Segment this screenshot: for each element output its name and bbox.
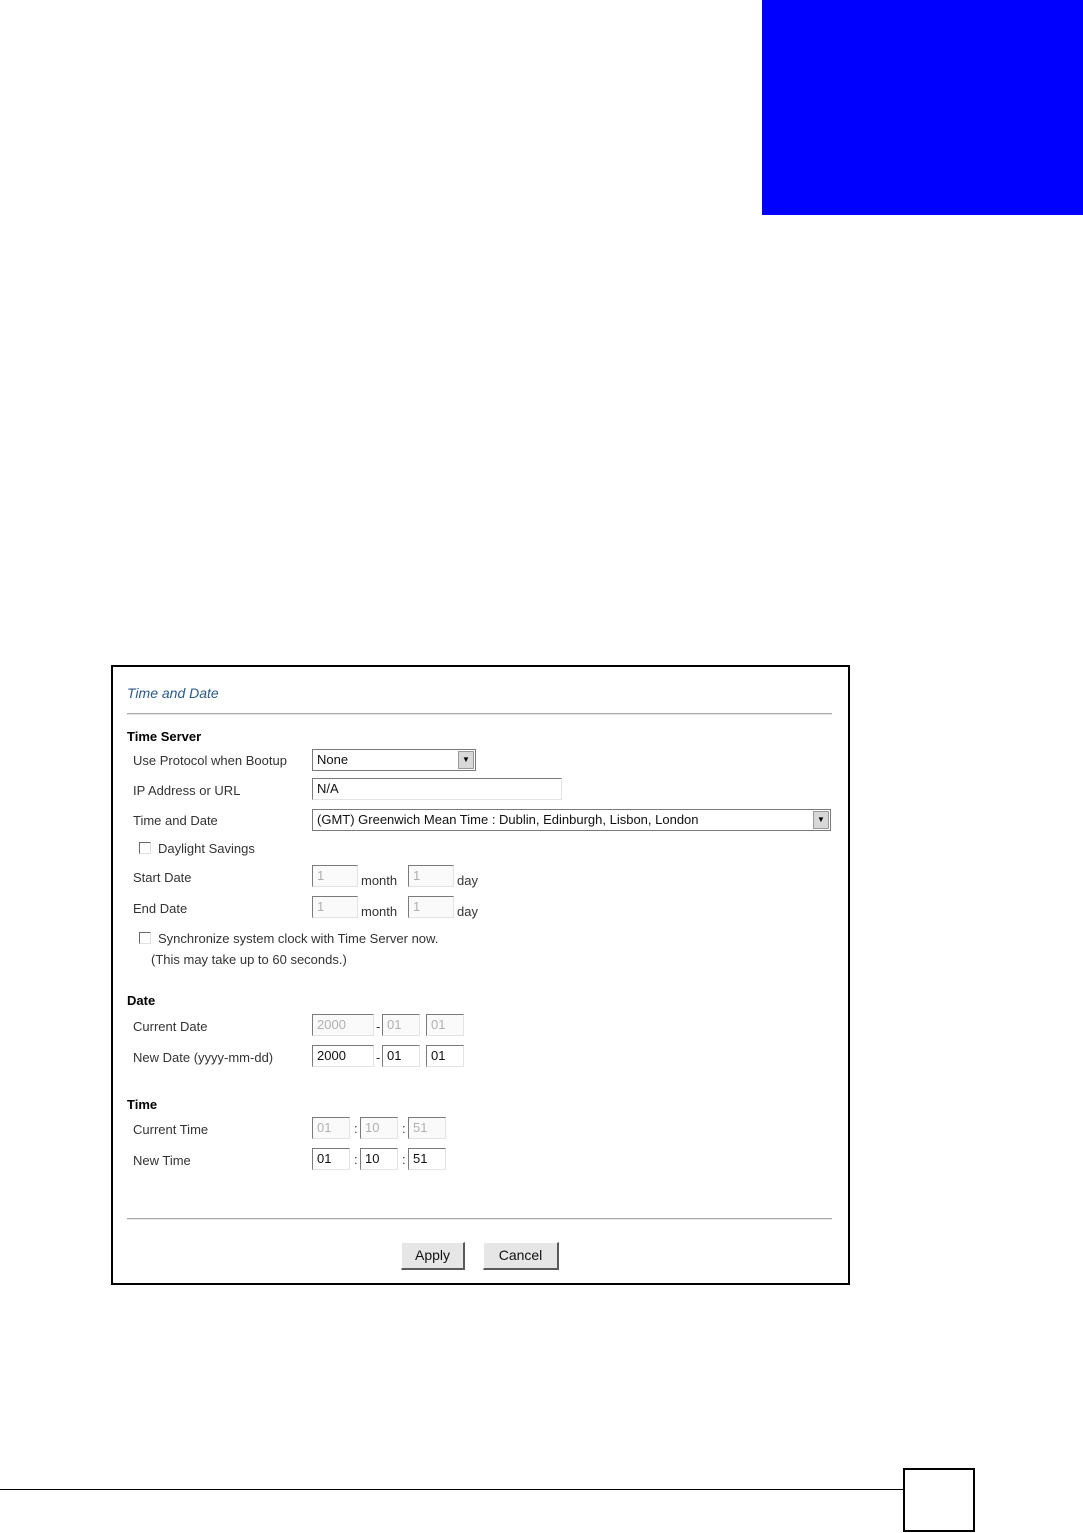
current-month-field: 01 bbox=[382, 1014, 420, 1036]
date-separator: - bbox=[376, 1050, 381, 1065]
new-minute-input[interactable]: 10 bbox=[360, 1148, 398, 1170]
sync-clock-label: Synchronize system clock with Time Server now. bbox=[158, 931, 439, 946]
start-month-unit: month bbox=[361, 873, 398, 888]
time-and-date-panel bbox=[111, 665, 850, 1285]
new-time-label: New Time bbox=[133, 1153, 191, 1168]
new-month-input[interactable]: 01 bbox=[382, 1045, 420, 1067]
footer-line bbox=[0, 1489, 905, 1490]
new-hour-input[interactable]: 01 bbox=[312, 1148, 350, 1170]
current-second-field: 51 bbox=[408, 1117, 446, 1139]
end-month-input[interactable]: 1 bbox=[312, 896, 358, 918]
chapter-tab bbox=[762, 0, 1083, 215]
current-hour-field: 01 bbox=[312, 1117, 350, 1139]
protocol-select-value: None bbox=[317, 752, 349, 767]
protocol-select[interactable] bbox=[312, 749, 476, 771]
end-day-input[interactable]: 1 bbox=[408, 896, 454, 918]
current-day-field: 01 bbox=[426, 1014, 464, 1036]
chevron-down-icon[interactable]: ▼ bbox=[458, 751, 474, 769]
page-number-box bbox=[903, 1468, 975, 1532]
time-separator: : bbox=[402, 1121, 406, 1136]
panel-title: Time and Date bbox=[127, 685, 219, 701]
button-divider bbox=[127, 1218, 832, 1220]
new-year-input[interactable]: 2000 bbox=[312, 1045, 374, 1067]
current-year-field: 2000 bbox=[312, 1014, 374, 1036]
daylight-savings-checkbox[interactable] bbox=[139, 842, 151, 854]
timezone-select[interactable] bbox=[312, 809, 831, 831]
start-day-unit: day bbox=[457, 873, 478, 888]
start-day-input[interactable]: 1 bbox=[408, 865, 454, 887]
end-day-unit: day bbox=[457, 904, 478, 919]
date-heading: Date bbox=[127, 993, 156, 1008]
ip-address-label: IP Address or URL bbox=[133, 783, 241, 798]
current-time-label: Current Time bbox=[133, 1122, 209, 1137]
time-heading: Time bbox=[127, 1097, 158, 1112]
start-date-label: Start Date bbox=[133, 870, 192, 885]
ip-address-input[interactable]: N/A bbox=[312, 778, 562, 800]
cancel-button[interactable]: Cancel bbox=[483, 1242, 559, 1270]
new-second-input[interactable]: 51 bbox=[408, 1148, 446, 1170]
sync-clock-checkbox[interactable] bbox=[139, 932, 151, 944]
end-date-label: End Date bbox=[133, 901, 188, 916]
current-minute-field: 10 bbox=[360, 1117, 398, 1139]
daylight-savings-label: Daylight Savings bbox=[158, 841, 255, 856]
timezone-label: Time and Date bbox=[133, 813, 218, 828]
protocol-label: Use Protocol when Bootup bbox=[133, 753, 287, 768]
timezone-select-value: (GMT) Greenwich Mean Time : Dublin, Edinburgh, Lisbon, London bbox=[317, 812, 699, 827]
start-month-input[interactable]: 1 bbox=[312, 865, 358, 887]
end-month-unit: month bbox=[361, 904, 398, 919]
date-separator: - bbox=[376, 1019, 381, 1034]
new-date-label: New Date (yyyy-mm-dd) bbox=[133, 1050, 274, 1065]
sync-clock-note: (This may take up to 60 seconds.) bbox=[151, 952, 347, 967]
chevron-down-icon[interactable]: ▼ bbox=[813, 811, 829, 829]
time-separator: : bbox=[402, 1152, 406, 1167]
time-server-heading: Time Server bbox=[127, 729, 202, 744]
apply-button[interactable]: Apply bbox=[401, 1242, 465, 1270]
time-separator: : bbox=[354, 1152, 358, 1167]
current-date-label: Current Date bbox=[133, 1019, 208, 1034]
time-separator: : bbox=[354, 1121, 358, 1136]
new-day-input[interactable]: 01 bbox=[426, 1045, 464, 1067]
title-divider bbox=[127, 713, 832, 715]
